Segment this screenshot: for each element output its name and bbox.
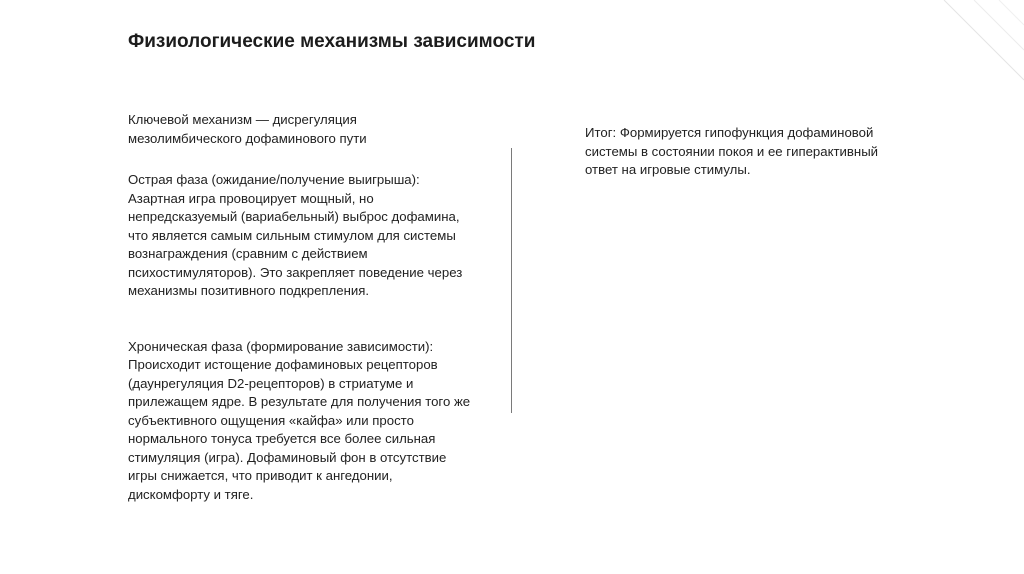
acute-phase-text: Острая фаза (ожидание/получение выигрыша): Азартная игра провоцирует мощный, но непредсказуемый (вариабельный) выброс дофамина, что является самым сильным стимулом для системы вознаграждения (сравним с действием психостимуляторов). Это закрепляет поведение через механизмы позитивного подкрепления. — [128, 172, 463, 298]
summary-text: Итог: Формируется гипофункция дофаминовой системы в состоянии покоя и ее гиперактивный ответ на игровые стимулы. — [585, 125, 879, 177]
corner-decoration — [904, 0, 1024, 120]
slide-title: Физиологические механизмы зависимости — [128, 31, 536, 52]
right-column — [585, 124, 905, 180]
left-column — [128, 111, 473, 504]
key-mechanism-text: Ключевой механизм — дисрегуляция мезолимбического дофаминового пути — [128, 112, 367, 146]
chronic-phase-text: Хроническая фаза (формирование зависимости): Происходит истощение дофаминовых рецепторов (даунрегуляция D2-рецепторов) в стриатуме и прилежащем ядре. В результате для получения того же субъективного ощущения «кайфа» или просто нормального тонуса требуется все более сильная стимуляция (игра). Дофаминовый фон в отсутствие игры снижается, что приводит к ангедонии, дискомфорту и тяге. — [128, 338, 471, 502]
column-divider — [511, 148, 512, 413]
